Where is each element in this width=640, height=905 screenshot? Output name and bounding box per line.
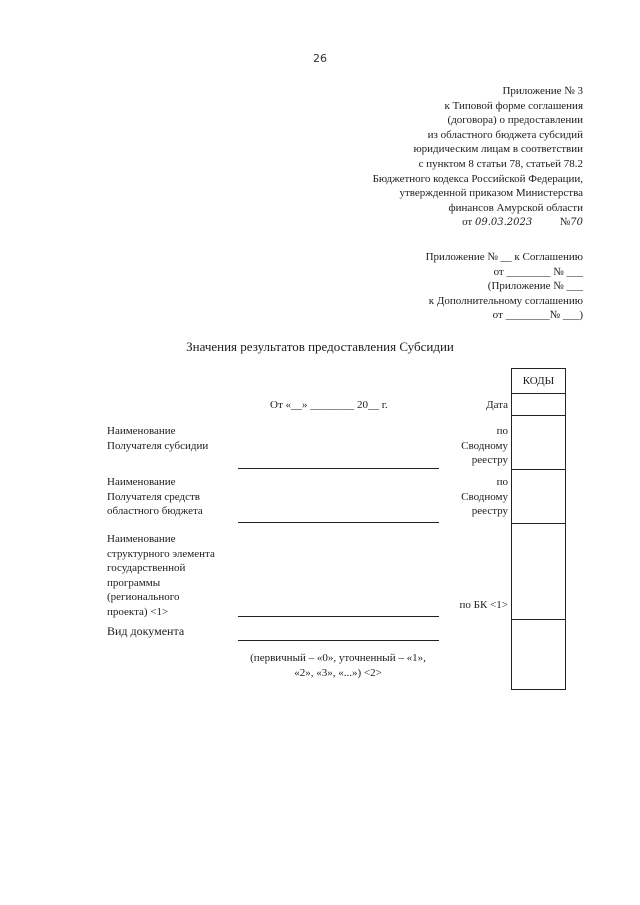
doc-type-hint [236,651,440,680]
funds-label-line: Получателя средств [107,490,201,503]
sign-number-sign: № [559,216,571,229]
recipient-field[interactable] [238,468,439,469]
header-line: к Типовой форме соглашения [444,99,583,112]
recipient-label [107,424,208,453]
header-line: Приложение № 3 [502,85,583,97]
form-title: Значения результатов предоставления Субсидии [186,339,454,354]
appendix-line: к Дополнительному соглашению [428,294,583,307]
handwritten-date: 09.03.2023 [475,217,533,229]
codes-row-divider [512,393,565,394]
header-sign-line [373,215,583,231]
codes-table [511,368,566,690]
appendix-line: от ________ № ___ [493,265,583,278]
page-number: 26 [313,52,327,65]
doc-type-field[interactable] [238,640,439,641]
funds-code-label [461,475,508,519]
date-code-label: Дата [486,399,508,411]
structural-label-line: программы [107,576,161,589]
appendix-block [426,250,583,323]
structural-label-line: проекта) <1> [107,605,169,618]
appendix-line: (Приложение № ___ [487,280,583,293]
code-label-line: Сводному [461,439,508,452]
doc-type-hint-line: (первичный – «0», уточненный – «1», [250,652,426,664]
doc-type-hint-line: «2», «3», «...») <2> [294,666,382,679]
codes-row-divider [512,469,565,470]
header-line: (договора) о предоставлении [447,114,583,127]
appendix-line: от ________№ ___) [492,309,583,322]
structural-element-field[interactable] [238,616,439,617]
header-line: из областного бюджета субсидий [427,128,583,141]
header-line: юридическим лицам в соответствии [413,143,583,156]
code-label-line: по [496,425,508,437]
code-label-line: реестру [471,454,508,466]
header-line: с пунктом 8 статьи 78, статьей 78.2 [418,157,583,170]
header-line: утвержденной приказом Министерства [399,187,583,200]
doc-type-label: Вид документа [107,624,185,638]
recipient-label-line: Наименование [107,425,176,437]
funds-recipient-field[interactable] [238,522,439,523]
structural-element-label [107,532,215,619]
code-label-line: по [496,476,508,488]
header-line: Бюджетного кодекса Российской Федерации, [372,172,583,185]
funds-label-line: областного бюджета [107,505,203,517]
codes-row-divider [512,523,565,524]
codes-header: КОДЫ [522,375,555,387]
structural-label-line: государственной [107,562,186,574]
recipient-code-label [461,424,508,468]
sign-prefix: от [462,216,473,229]
structural-label-line: (регионального [107,591,180,603]
appendix-line: Приложение № __ к Соглашению [425,251,583,263]
funds-recipient-label [107,475,203,519]
structural-label-line: Наименование [107,533,176,545]
codes-row-divider [512,619,565,620]
code-label-line: Сводному [461,490,508,503]
code-label-line: реестру [471,505,508,517]
bk-code-label: по БК <1> [459,599,508,611]
codes-row-divider [512,415,565,416]
date-line: От «__» ________ 20__ г. [270,399,388,411]
handwritten-number: 70 [570,217,583,229]
recipient-label-line: Получателя субсидии [107,439,209,452]
structural-label-line: структурного элемента [107,547,215,560]
funds-label-line: Наименование [107,476,176,488]
approval-header [373,84,583,231]
header-line: финансов Амурской области [448,201,583,214]
